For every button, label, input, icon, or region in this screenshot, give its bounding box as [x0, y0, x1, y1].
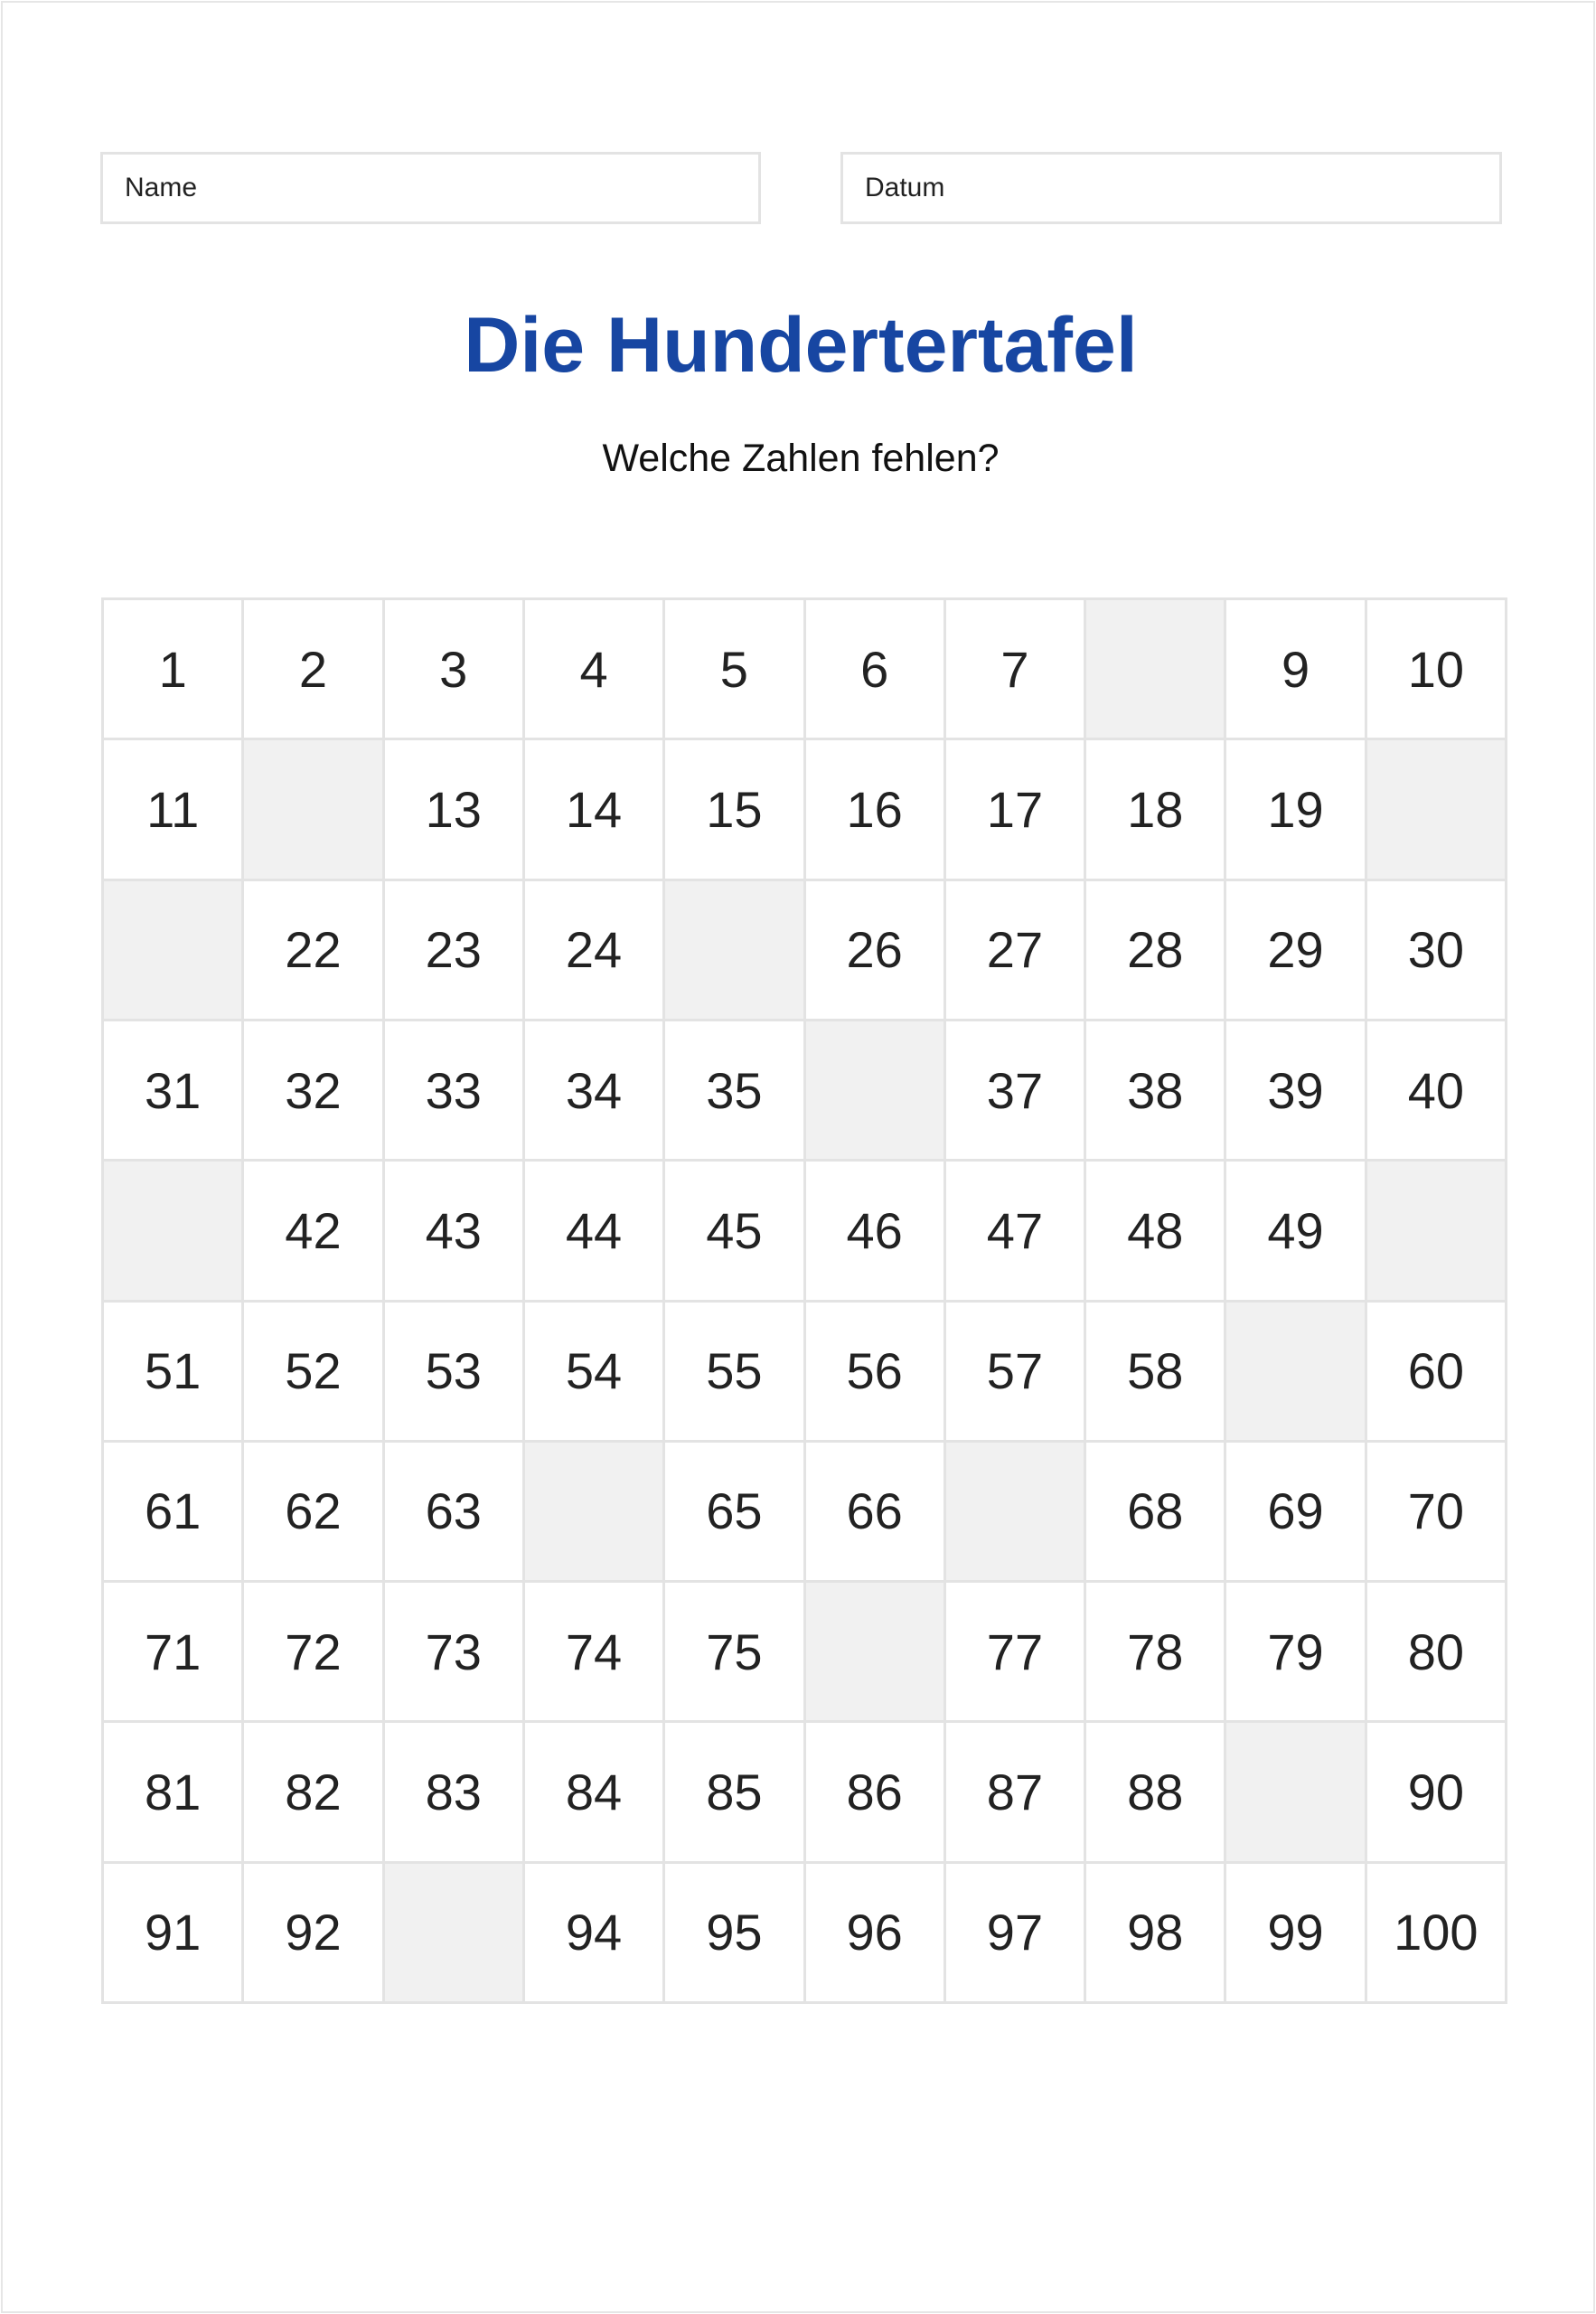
number-cell: 32: [244, 1021, 384, 1162]
number-cell: 95: [665, 1864, 805, 2004]
blank-cell[interactable]: [104, 881, 244, 1021]
number-cell: 11: [104, 740, 244, 880]
number-cell: 57: [946, 1303, 1086, 1443]
number-cell: 97: [946, 1864, 1086, 2004]
number-cell: 18: [1086, 740, 1226, 880]
number-cell: 78: [1086, 1583, 1226, 1723]
number-cell: 86: [806, 1723, 946, 1863]
number-cell: 55: [665, 1303, 805, 1443]
number-cell: 85: [665, 1723, 805, 1863]
blank-cell[interactable]: [1367, 1162, 1507, 1302]
blank-cell[interactable]: [806, 1021, 946, 1162]
number-cell: 75: [665, 1583, 805, 1723]
number-cell: 7: [946, 600, 1086, 740]
number-cell: 73: [385, 1583, 525, 1723]
number-cell: 66: [806, 1443, 946, 1583]
number-cell: 17: [946, 740, 1086, 880]
blank-cell[interactable]: [1226, 1303, 1366, 1443]
number-cell: 84: [525, 1723, 665, 1863]
number-cell: 19: [1226, 740, 1366, 880]
number-cell: 47: [946, 1162, 1086, 1302]
blank-cell[interactable]: [1086, 600, 1226, 740]
number-cell: 96: [806, 1864, 946, 2004]
number-cell: 46: [806, 1162, 946, 1302]
number-cell: 1: [104, 600, 244, 740]
number-cell: 3: [385, 600, 525, 740]
number-cell: 30: [1367, 881, 1507, 1021]
number-cell: 14: [525, 740, 665, 880]
date-field[interactable]: [840, 152, 1502, 224]
number-cell: 42: [244, 1162, 384, 1302]
page-title: Die Hundertertafel: [464, 302, 1138, 389]
number-cell: 16: [806, 740, 946, 880]
number-cell: 45: [665, 1162, 805, 1302]
blank-cell[interactable]: [104, 1162, 244, 1302]
number-cell: 77: [946, 1583, 1086, 1723]
number-cell: 68: [1086, 1443, 1226, 1583]
number-cell: 80: [1367, 1583, 1507, 1723]
number-cell: 2: [244, 600, 384, 740]
blank-cell[interactable]: [1367, 740, 1507, 880]
number-cell: 10: [1367, 600, 1507, 740]
blank-cell[interactable]: [1226, 1723, 1366, 1863]
number-cell: 49: [1226, 1162, 1366, 1302]
number-cell: 81: [104, 1723, 244, 1863]
number-cell: 65: [665, 1443, 805, 1583]
number-cell: 82: [244, 1723, 384, 1863]
number-cell: 87: [946, 1723, 1086, 1863]
blank-cell[interactable]: [244, 740, 384, 880]
number-cell: 48: [1086, 1162, 1226, 1302]
date-label: Datum: [865, 173, 945, 202]
number-cell: 61: [104, 1443, 244, 1583]
number-cell: 29: [1226, 881, 1366, 1021]
number-cell: 27: [946, 881, 1086, 1021]
number-cell: 28: [1086, 881, 1226, 1021]
hundred-table: [101, 597, 1507, 2004]
number-cell: 26: [806, 881, 946, 1021]
blank-cell[interactable]: [665, 881, 805, 1021]
number-cell: 33: [385, 1021, 525, 1162]
blank-cell[interactable]: [525, 1443, 665, 1583]
number-cell: 72: [244, 1583, 384, 1723]
number-cell: 98: [1086, 1864, 1226, 2004]
number-cell: 62: [244, 1443, 384, 1583]
name-label: Name: [125, 173, 198, 202]
number-cell: 15: [665, 740, 805, 880]
blank-cell[interactable]: [806, 1583, 946, 1723]
number-cell: 60: [1367, 1303, 1507, 1443]
number-cell: 90: [1367, 1723, 1507, 1863]
number-cell: 39: [1226, 1021, 1366, 1162]
number-cell: 92: [244, 1864, 384, 2004]
number-cell: 43: [385, 1162, 525, 1302]
number-cell: 53: [385, 1303, 525, 1443]
number-cell: 44: [525, 1162, 665, 1302]
blank-cell[interactable]: [946, 1443, 1086, 1583]
blank-cell[interactable]: [385, 1864, 525, 2004]
number-cell: 13: [385, 740, 525, 880]
number-cell: 54: [525, 1303, 665, 1443]
number-cell: 38: [1086, 1021, 1226, 1162]
number-cell: 24: [525, 881, 665, 1021]
number-cell: 35: [665, 1021, 805, 1162]
number-cell: 71: [104, 1583, 244, 1723]
number-cell: 99: [1226, 1864, 1366, 2004]
page-subtitle: Welche Zahlen fehlen?: [602, 437, 1000, 480]
number-cell: 31: [104, 1021, 244, 1162]
number-cell: 51: [104, 1303, 244, 1443]
number-cell: 37: [946, 1021, 1086, 1162]
number-cell: 91: [104, 1864, 244, 2004]
number-cell: 63: [385, 1443, 525, 1583]
worksheet-page: [1, 1, 1595, 2313]
number-cell: 83: [385, 1723, 525, 1863]
number-cell: 74: [525, 1583, 665, 1723]
number-cell: 22: [244, 881, 384, 1021]
number-cell: 56: [806, 1303, 946, 1443]
number-cell: 79: [1226, 1583, 1366, 1723]
number-cell: 23: [385, 881, 525, 1021]
number-cell: 52: [244, 1303, 384, 1443]
name-field[interactable]: [100, 152, 761, 224]
number-cell: 69: [1226, 1443, 1366, 1583]
number-cell: 70: [1367, 1443, 1507, 1583]
number-cell: 5: [665, 600, 805, 740]
number-cell: 40: [1367, 1021, 1507, 1162]
number-cell: 34: [525, 1021, 665, 1162]
number-cell: 9: [1226, 600, 1366, 740]
number-cell: 6: [806, 600, 946, 740]
number-cell: 88: [1086, 1723, 1226, 1863]
number-cell: 100: [1367, 1864, 1507, 2004]
number-cell: 4: [525, 600, 665, 740]
number-cell: 58: [1086, 1303, 1226, 1443]
number-cell: 94: [525, 1864, 665, 2004]
